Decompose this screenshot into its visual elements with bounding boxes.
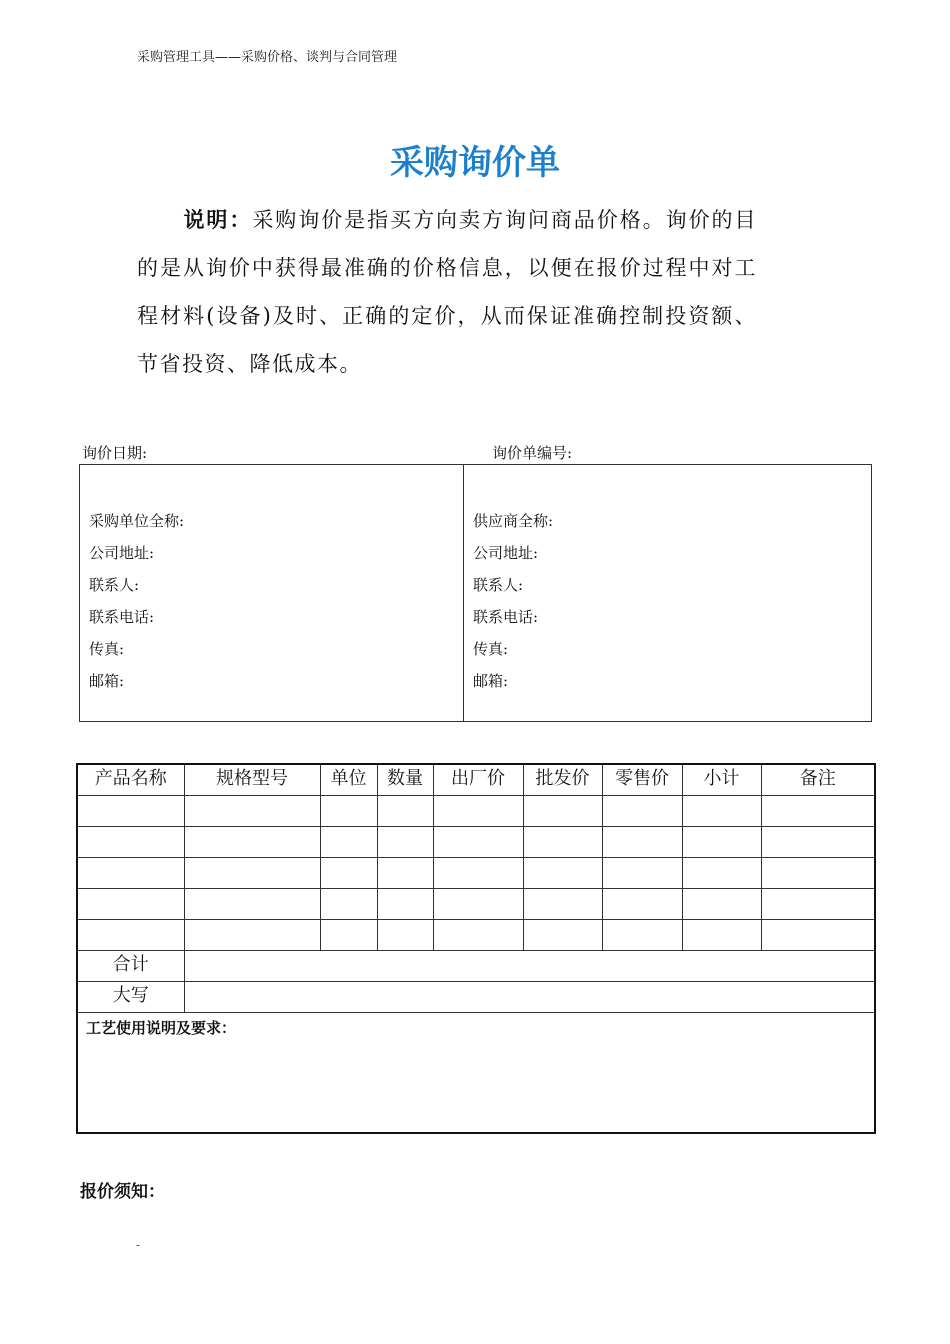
notes-row: [77, 1013, 875, 1134]
table-cell[interactable]: [523, 858, 602, 889]
table-row: [77, 858, 875, 889]
table-header-row: [77, 764, 875, 796]
total-label: 合计: [77, 951, 184, 982]
col-header: 小计: [682, 764, 761, 796]
table-cell[interactable]: [77, 858, 184, 889]
table-cell[interactable]: [761, 858, 875, 889]
table-cell[interactable]: [761, 796, 875, 827]
table-cell[interactable]: [602, 858, 682, 889]
table-cell[interactable]: [682, 889, 761, 920]
process-notes-label: 工艺使用说明及要求：: [86, 1019, 237, 1037]
supplier-address-label: 公司地址:: [473, 544, 539, 562]
intro-label: 说明：: [183, 207, 253, 232]
buyer-fax-label: 传真:: [89, 640, 125, 658]
quotation-notice-heading: 报价须知：: [80, 1182, 165, 1202]
table-row: [77, 796, 875, 827]
table-cell[interactable]: [377, 796, 433, 827]
table-cell[interactable]: [320, 796, 377, 827]
footer-mark: -: [136, 1238, 141, 1252]
table-cell[interactable]: [184, 796, 320, 827]
table-cell[interactable]: [523, 796, 602, 827]
inquiry-number-label: 询价单编号:: [492, 444, 573, 462]
table-cell[interactable]: [320, 858, 377, 889]
supplier-phone-label: 联系电话:: [473, 608, 539, 626]
col-header: 数量: [377, 764, 433, 796]
table-cell[interactable]: [377, 920, 433, 951]
table-cell[interactable]: [433, 920, 523, 951]
table-row: [77, 827, 875, 858]
table-cell[interactable]: [761, 827, 875, 858]
table-cell[interactable]: [433, 827, 523, 858]
inquiry-date-label: 询价日期:: [82, 444, 148, 462]
col-header: 零售价: [602, 764, 682, 796]
table-cell[interactable]: [320, 920, 377, 951]
table-cell[interactable]: [682, 796, 761, 827]
supplier-info: [464, 465, 869, 721]
table-cell[interactable]: [602, 796, 682, 827]
table-cell[interactable]: [433, 889, 523, 920]
table-cell[interactable]: [320, 827, 377, 858]
table-cell[interactable]: [523, 889, 602, 920]
capital-label: 大写: [77, 982, 184, 1013]
table-cell[interactable]: [77, 796, 184, 827]
table-cell[interactable]: [523, 827, 602, 858]
table-cell[interactable]: [761, 889, 875, 920]
capital-row: [77, 982, 875, 1013]
table-cell[interactable]: [682, 920, 761, 951]
table-row: [77, 889, 875, 920]
table-cell[interactable]: [433, 858, 523, 889]
col-header: 出厂价: [433, 764, 523, 796]
table-cell[interactable]: [761, 920, 875, 951]
col-header: 规格型号: [184, 764, 320, 796]
table-cell[interactable]: [602, 889, 682, 920]
supplier-fax-label: 传真:: [473, 640, 509, 658]
col-header: 备注: [761, 764, 875, 796]
table-cell[interactable]: [377, 827, 433, 858]
table-cell[interactable]: [377, 858, 433, 889]
total-value-cell[interactable]: [184, 951, 875, 982]
table-cell[interactable]: [184, 920, 320, 951]
table-cell[interactable]: [184, 858, 320, 889]
items-table: [76, 763, 876, 1134]
table-cell[interactable]: [682, 858, 761, 889]
table-cell[interactable]: [320, 889, 377, 920]
party-info-box: [79, 464, 872, 722]
col-header: 单位: [320, 764, 377, 796]
supplier-name-label: 供应商全称:: [473, 512, 554, 530]
supplier-email-label: 邮箱:: [473, 672, 509, 690]
intro-text: 采购询价是指买方向卖方询问商品价格。询价的目的是从询价中获得最准确的价格信息，以便在报价过程中对工程材料(设备)及时、正确的定价，从而保证准确控制投资额、节省投资、降低成本。: [137, 208, 758, 376]
process-notes-cell[interactable]: [77, 1013, 875, 1134]
buyer-email-label: 邮箱:: [89, 672, 125, 690]
table-cell[interactable]: [77, 827, 184, 858]
table-row: [77, 920, 875, 951]
table-cell[interactable]: [682, 827, 761, 858]
total-row: [77, 951, 875, 982]
document-header: 采购管理工具——采购价格、谈判与合同管理: [137, 50, 398, 65]
table-cell[interactable]: [77, 889, 184, 920]
buyer-contact-label: 联系人:: [89, 576, 140, 594]
table-cell[interactable]: [523, 920, 602, 951]
page-title: 采购询价单: [390, 143, 560, 183]
table-cell[interactable]: [602, 920, 682, 951]
buyer-info: [80, 465, 464, 721]
table-cell[interactable]: [184, 827, 320, 858]
buyer-phone-label: 联系电话:: [89, 608, 155, 626]
supplier-contact-label: 联系人:: [473, 576, 524, 594]
intro-paragraph: [137, 196, 757, 388]
buyer-name-label: 采购单位全称:: [89, 512, 185, 530]
table-cell[interactable]: [77, 920, 184, 951]
col-header: 产品名称: [77, 764, 184, 796]
capital-value-cell[interactable]: [184, 982, 875, 1013]
col-header: 批发价: [523, 764, 602, 796]
table-cell[interactable]: [377, 889, 433, 920]
buyer-address-label: 公司地址:: [89, 544, 155, 562]
table-cell[interactable]: [602, 827, 682, 858]
table-cell[interactable]: [184, 889, 320, 920]
table-cell[interactable]: [433, 796, 523, 827]
